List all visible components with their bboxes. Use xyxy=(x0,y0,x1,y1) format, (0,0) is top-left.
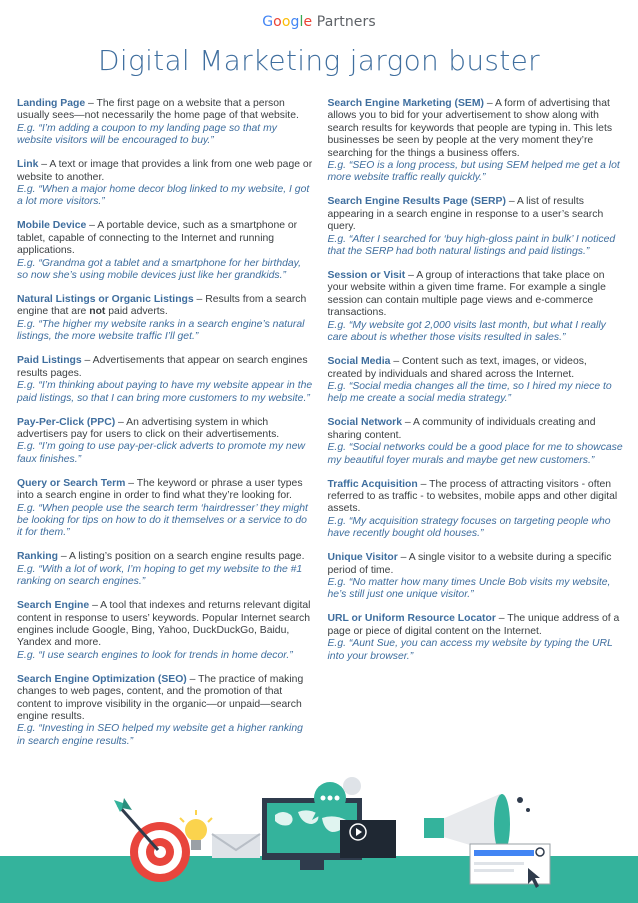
definition: – The unique address of a page or piece of digital content on the Internet. xyxy=(327,613,620,637)
glossary-entry-social-media xyxy=(328,356,624,406)
definition: – The first page on a website that a person usually sees—not necessarily the home page of that website. xyxy=(17,98,299,122)
term: Social Media xyxy=(327,356,391,368)
right-column xyxy=(328,98,624,760)
glossary-entry-ranking xyxy=(17,551,313,588)
definition: – Content such as text, images, or videos, created by individuals and shared across the Internet. xyxy=(327,356,587,380)
example: E.g. “When a major home decor blog linked to my website, I got a lot more visitors.” xyxy=(17,184,310,208)
term: Link xyxy=(17,159,39,171)
glossary-entry-url xyxy=(328,613,624,663)
page-title: Digital Marketing jargon buster xyxy=(98,44,540,77)
definition: – The practice of making changes to web pages, content, and the promotion of that content to improve visibility in the organic—or unpaid—search engine results. xyxy=(17,673,304,722)
term: URL or Uniform Resource Locator xyxy=(327,613,496,625)
glossary-entry-serp xyxy=(328,196,624,258)
illustration-svg xyxy=(0,770,638,903)
definition: – A list of results appearing in a search engine in response to a user’s search query. xyxy=(327,196,604,233)
term: Ranking xyxy=(17,551,58,563)
glossary-entry-ppc xyxy=(17,417,313,467)
example: E.g. “After I searched for ‘buy high-gloss paint in bulk’ I noticed that the SERP had both natural listings and paid listings.” xyxy=(327,233,616,258)
example: E.g. “I’m thinking about paying to have my website appear in the paid listings, so that I can bring more customers to my website.” xyxy=(17,380,313,404)
term: Query or Search Term xyxy=(17,477,126,489)
definition: – A group of interactions that take place on your website within a given time frame. For example a single session can contain multiple page views and e-commerce transactions. xyxy=(327,270,606,319)
example: E.g. “Aunt Sue, you can access my website by typing the URL into your browser.” xyxy=(327,638,613,662)
left-column xyxy=(17,98,313,760)
glossary-entry-paid-listings xyxy=(17,355,313,405)
example: E.g. “The higher my website ranks in a search engine’s natural listings, the more website traffic I’ll get.” xyxy=(17,318,305,343)
glossary-entry-natural-listings xyxy=(17,294,313,344)
glossary-columns xyxy=(17,98,623,760)
google-wordmark: Google xyxy=(262,14,313,30)
term: Unique Visitor xyxy=(327,552,398,564)
term: Pay-Per-Click (PPC) xyxy=(17,416,116,428)
glossary-entry-mobile-device xyxy=(17,220,313,282)
glossary-entry-traffic-acquisition xyxy=(328,479,624,541)
example: E.g. “SEO is a long process, but using SEM helped me get a lot more website traffic really quickly.” xyxy=(327,160,620,184)
header xyxy=(0,14,638,30)
term: Search Engine Marketing (SEM) xyxy=(327,98,484,109)
partners-label: Partners xyxy=(316,14,376,30)
term: Social Network xyxy=(327,417,402,429)
example: E.g. “I use search engines to look for trends in home decor.” xyxy=(17,649,293,661)
example: E.g. “When people use the search term ‘hairdresser’ they might be looking for tips on how to do it themselves or a service to do it for them.” xyxy=(17,502,308,539)
example: E.g. “I’m adding a coupon to my landing page so that my website visitors will be encouraged to buy.” xyxy=(17,122,277,147)
definition-end: paid adverts. xyxy=(105,306,168,318)
example: E.g. “With a lot of work, I’m hoping to get my website to the #1 ranking on search engines.” xyxy=(17,563,303,588)
marketing-illustration xyxy=(0,770,638,903)
term: Search Engine Optimization (SEO) xyxy=(17,673,187,685)
target-icon xyxy=(114,798,190,882)
term: Search Engine xyxy=(17,600,90,612)
definition: – A single visitor to a website during a specific period of time. xyxy=(327,552,612,576)
glossary-entry-social-network xyxy=(328,417,624,467)
example: E.g. “My acquisition strategy focuses on targeting people who have recently bought old houses.” xyxy=(327,515,611,540)
definition: – An advertising system in which advertisers pay for users to click on their advertisements. xyxy=(17,416,280,440)
google-partners-logo xyxy=(0,14,638,30)
example: E.g. “No matter how many times Uncle Bob visits my website, he’s still just one unique visitor.” xyxy=(327,576,611,601)
definition: – Results from a search engine that are xyxy=(17,294,307,318)
term: Paid Listings xyxy=(17,355,82,367)
definition-emphasis: not xyxy=(89,306,106,318)
glossary-entry-query xyxy=(17,478,313,540)
term: Session or Visit xyxy=(327,270,406,282)
definition: – Advertisements that appear on search engines results pages. xyxy=(17,355,308,379)
glossary-entry-unique-visitor xyxy=(328,552,624,602)
glossary-entry-sem xyxy=(328,98,624,185)
play-button-icon xyxy=(340,820,396,858)
definition: – A tool that indexes and returns relevant digital content in response to users’ keywords. Popular Internet search engines include Google, Bing, Yahoo, DuckDuckGo, Baidu, Yandex and more. xyxy=(17,600,311,649)
definition: – A form of advertising that allows you to bid for your advertisement to show along with search results for keywords that people are typing in. This lets businesses be seen by people at the very moment they’re searching for the things a business offers. xyxy=(327,98,613,159)
envelope-icon xyxy=(212,834,260,858)
term: Mobile Device xyxy=(17,220,87,232)
glossary-entry-session xyxy=(328,270,624,344)
example: E.g. “I’m going to use pay-per-click adverts to promote my new faux finishes.” xyxy=(17,441,305,465)
term: Traffic Acquisition xyxy=(327,478,418,490)
glossary-entry-landing-page xyxy=(17,98,313,148)
definition: – A listing’s position on a search engine results page. xyxy=(58,551,305,563)
example: E.g. “Social networks could be a good place for me to showcase my beautiful foyer murals and maybe get new customers.” xyxy=(327,442,623,466)
term: Natural Listings or Organic Listings xyxy=(17,294,194,306)
definition: – The keyword or phrase a user types into a search engine in order to find what they’re looking for. xyxy=(17,477,303,502)
definition: – The process of attracting visitors - often referred to as traffic - to websites, mobile apps and other digital assets. xyxy=(327,478,618,515)
glossary-entry-seo xyxy=(17,674,313,748)
definition: – A portable device, such as a smartphone or tablet, capable of connecting to the Internet and running applications. xyxy=(17,220,298,257)
term: Landing Page xyxy=(17,98,86,109)
example: E.g. “Investing in SEO helped my website get a higher ranking in search engine results.” xyxy=(17,723,303,747)
glossary-entry-link xyxy=(17,159,313,209)
definition: – A community of individuals creating and sharing content. xyxy=(327,417,596,441)
term: Search Engine Results Page (SERP) xyxy=(327,196,506,208)
example: E.g. “Social media changes all the time, so I hired my niece to help me create a social media strategy.” xyxy=(327,380,612,405)
definition: – A text or image that provides a link from one web page or website to another. xyxy=(17,159,313,183)
glossary-entry-search-engine xyxy=(17,600,313,662)
example: E.g. “My website got 2,000 visits last month, but what I really care about is whether those visits resulted in sales.” xyxy=(327,319,606,344)
example: E.g. “Grandma got a tablet and a smartphone for her birthday, so now she’s using mobile devices just like her grandkids.” xyxy=(17,257,301,282)
